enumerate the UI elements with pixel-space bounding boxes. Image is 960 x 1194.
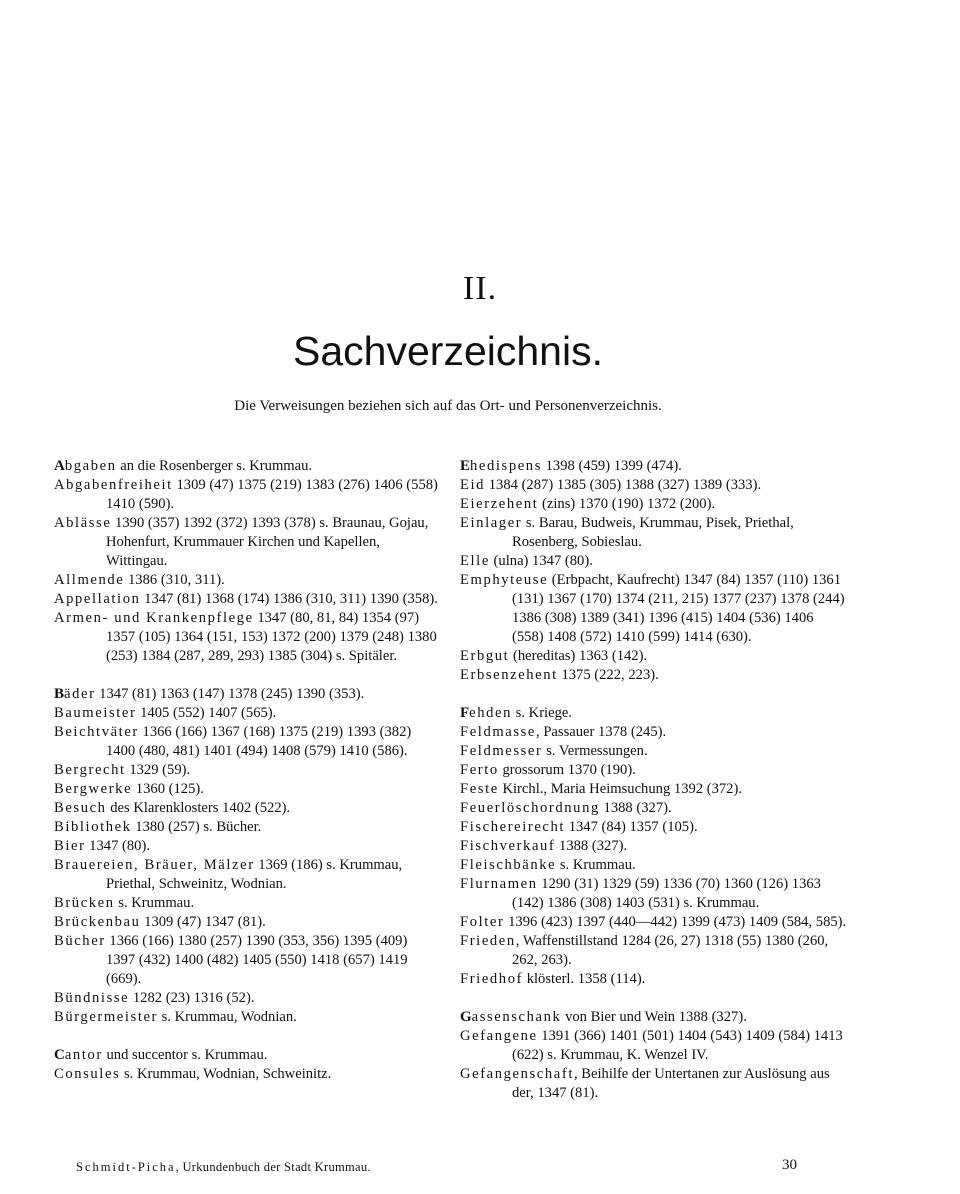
footer-author: Schmidt-Picha	[76, 1160, 176, 1174]
section-b	[54, 685, 440, 1027]
entry-text: 1347 (81) 1363 (147) 1378 (245) 1390 (353).	[95, 686, 365, 702]
entry-term: Bier	[54, 838, 86, 854]
index-entry	[460, 856, 848, 875]
entry-text: s. Barau, Budweis, Krummau, Pisek, Priethal, Rosenberg, Sobieslau.	[512, 515, 794, 550]
entry-text: klösterl. 1358 (114).	[523, 971, 646, 987]
entry-text: 1347 (84) 1357 (105).	[565, 819, 698, 835]
entry-initial: A	[54, 458, 65, 474]
entry-text: s. Krummau, Wodnian.	[158, 1009, 297, 1025]
entry-text: 1366 (166) 1367 (168) 1375 (219) 1393 (382) 1400 (480, 481) 1401 (494) 1408 (579) 1410 (586).	[106, 724, 412, 759]
entry-term: Brückenbau	[54, 914, 141, 930]
entry-term: Bibliothek	[54, 819, 132, 835]
index-entry	[54, 1008, 440, 1027]
entry-text: s. Krummau.	[114, 895, 195, 911]
entry-term: bgaben	[64, 458, 117, 474]
entry-text: grossorum 1370 (190).	[498, 762, 636, 778]
index-entry	[460, 723, 848, 742]
entry-term: Brücken	[54, 895, 115, 911]
entry-term: Gefangene	[460, 1028, 538, 1044]
entry-term: Fischverkauf	[460, 838, 556, 854]
entry-term: antor	[64, 1047, 103, 1063]
entry-term: Armen- und Krankenpflege	[54, 610, 254, 626]
index-entry	[460, 704, 848, 723]
index-entry	[460, 647, 848, 666]
index-entry	[460, 457, 848, 476]
index-entry	[54, 894, 440, 913]
entry-term: Feuerlöschordnung	[460, 800, 600, 816]
entry-text: von Bier und Wein 1388 (327).	[561, 1009, 747, 1025]
index-entry	[54, 571, 440, 590]
entry-term: Baumeister	[54, 705, 137, 721]
entry-text: 1309 (47) 1375 (219) 1383 (276) 1406 (558) 1410 (590).	[106, 477, 438, 512]
index-entry	[460, 875, 848, 913]
index-entry	[460, 818, 848, 837]
entry-term: Bergrecht	[54, 762, 126, 778]
index-entry	[460, 476, 848, 495]
entry-term: Frieden	[460, 933, 516, 949]
entry-text: 1388 (327).	[599, 800, 672, 816]
entry-term: Bündnisse	[54, 990, 130, 1006]
entry-term: Bürgermeister	[54, 1009, 159, 1025]
index-entry	[460, 1027, 848, 1065]
left-column	[54, 457, 440, 1084]
entry-text: 1282 (23) 1316 (52).	[129, 990, 255, 1006]
section-f	[460, 704, 848, 989]
section-e	[460, 457, 848, 685]
entry-term: Flurnamen	[460, 876, 538, 892]
entry-term: Friedhof	[460, 971, 524, 987]
index-entry	[54, 837, 440, 856]
entry-initial: B	[54, 686, 65, 702]
index-entry	[54, 761, 440, 780]
entry-term: Fleischbänke	[460, 857, 557, 873]
entry-term: Besuch	[54, 800, 107, 816]
entry-text: , Passauer 1378 (245).	[536, 724, 667, 740]
entry-term: ehden	[469, 705, 513, 721]
entry-term: assenschank	[471, 1009, 562, 1025]
index-entry	[460, 552, 848, 571]
entry-term: hedispens	[470, 458, 542, 474]
index-entry	[54, 590, 440, 609]
entry-term: Ferto	[460, 762, 499, 778]
entry-text: 1391 (366) 1401 (501) 1404 (543) 1409 (584) 1413 (622) s. Krummau, K. Wenzel IV.	[512, 1028, 843, 1063]
entry-text: (Erbpacht, Kaufrecht) 1347 (84) 1357 (110) 1361 (131) 1367 (170) 1374 (211, 215) 1377 (237) 1378 (244) 1386 (308) 1389 (341) 1396 (415) 1404 (536) 1406 (558) 1408 (572) 1410 (599) 1414 (630).	[512, 572, 845, 645]
entry-text: 1369 (186) s. Krummau, Priethal, Schweinitz, Wodnian.	[106, 857, 403, 892]
index-entry	[54, 818, 440, 837]
entry-term: Beichtväter	[54, 724, 139, 740]
chapter-number: II.	[462, 270, 498, 307]
source-footer	[76, 1160, 371, 1175]
entry-term: Feste	[460, 781, 499, 797]
entry-text: (hereditas) 1363 (142).	[509, 648, 648, 664]
entry-term: Eid	[460, 477, 486, 493]
index-entry	[460, 1008, 848, 1027]
section-g	[460, 1008, 848, 1103]
index-entry	[460, 742, 848, 761]
index-entry	[54, 476, 440, 514]
entry-text: 1375 (222, 223).	[557, 667, 659, 683]
index-entry	[54, 780, 440, 799]
index-entry	[460, 761, 848, 780]
entry-term: Consules	[54, 1066, 121, 1082]
page-subtitle: Die Verweisungen beziehen sich auf das Ort- und Personenverzeichnis.	[234, 398, 662, 414]
entry-term: Gefangenschaft	[460, 1066, 574, 1082]
entry-text: 1396 (423) 1397 (440—442) 1399 (473) 1409 (584, 585).	[504, 914, 847, 930]
entry-text: 1366 (166) 1380 (257) 1390 (353, 356) 1395 (409) 1397 (432) 1400 (482) 1405 (550) 1418 (657) 1419 (669).	[105, 933, 408, 987]
entry-term: Folter	[460, 914, 505, 930]
entry-text: 1388 (327).	[555, 838, 628, 854]
entry-text: 1360 (125).	[132, 781, 204, 797]
entry-term: Erbsenzehent	[460, 667, 558, 683]
entry-text: s. Vermessungen.	[542, 743, 648, 759]
entry-text: 1329 (59).	[125, 762, 191, 778]
index-entry	[460, 913, 848, 932]
entry-term: Emphyteuse	[460, 572, 549, 588]
entry-text: 1390 (357) 1392 (372) 1393 (378) s. Braunau, Gojau, Hohenfurt, Krummauer Kirchen und Kapellen, Wittingau.	[106, 515, 429, 569]
index-entry	[460, 1065, 848, 1103]
index-entry	[460, 514, 848, 552]
entry-term: Abgabenfreiheit	[54, 477, 173, 493]
entry-text: des Klarenklosters 1402 (522).	[106, 800, 291, 816]
entry-term: Allmende	[54, 572, 125, 588]
entry-text: (zins) 1370 (190) 1372 (200).	[538, 496, 716, 512]
index-entry	[460, 837, 848, 856]
index-entry	[54, 704, 440, 723]
entry-text: 1384 (287) 1385 (305) 1388 (327) 1389 (333).	[485, 477, 762, 493]
entry-text: an die Rosenberger s. Krummau.	[116, 458, 313, 474]
entry-term: Feldmesser	[460, 743, 543, 759]
section-a	[54, 457, 440, 666]
entry-text: 1309 (47) 1347 (81).	[140, 914, 266, 930]
right-column	[460, 457, 848, 1103]
entry-term: Einlager	[460, 515, 523, 531]
entry-text: , Beihilfe der Untertanen zur Auslösung aus der, 1347 (81).	[512, 1066, 830, 1101]
index-entry	[54, 932, 440, 989]
entry-text: 1290 (31) 1329 (59) 1336 (70) 1360 (126) 1363 (142) 1386 (308) 1403 (531) s. Krummau.	[512, 876, 821, 911]
entry-text: und succentor s. Krummau.	[102, 1047, 268, 1063]
entry-text: Kirchl., Maria Heimsuchung 1392 (372).	[498, 781, 742, 797]
index-entry	[54, 457, 440, 476]
section-c	[54, 1046, 440, 1084]
entry-text: , Waffenstillstand 1284 (26, 27) 1318 (55) 1380 (260, 262, 263).	[512, 933, 829, 968]
entry-text: 1386 (310, 311).	[124, 572, 225, 588]
index-entry	[54, 1046, 440, 1065]
page-number: 30	[782, 1157, 797, 1173]
entry-text: 1347 (80, 81, 84) 1354 (97) 1357 (105) 1364 (151, 153) 1372 (200) 1379 (248) 1380 (253) 1384 (287, 289, 293) 1385 (304) s. Spitäler.	[106, 610, 437, 664]
footer-title: , Urkundenbuch der Stadt Krummau.	[175, 1160, 371, 1174]
entry-term: Elle	[460, 553, 490, 569]
entry-text: 1405 (552) 1407 (565).	[136, 705, 277, 721]
entry-text: 1380 (257) s. Bücher.	[131, 819, 262, 835]
entry-term: Appellation	[54, 591, 141, 607]
entry-text: s. Krummau, Wodnian, Schweinitz.	[120, 1066, 332, 1082]
index-entry	[460, 970, 848, 989]
index-entry	[54, 609, 440, 666]
entry-text: s. Krummau.	[556, 857, 636, 873]
index-entry	[54, 989, 440, 1008]
entry-term: Ablässe	[54, 515, 112, 531]
entry-term: Fischereirecht	[460, 819, 566, 835]
index-entry	[54, 685, 440, 704]
index-entry	[54, 514, 440, 571]
index-entry	[460, 799, 848, 818]
entry-text: (ulna) 1347 (80).	[489, 553, 593, 569]
entry-initial: F	[460, 705, 470, 721]
entry-text: 1347 (80).	[85, 838, 150, 854]
page-title: Sachverzeichnis.	[293, 328, 603, 374]
index-entry	[54, 1065, 440, 1084]
entry-initial: C	[54, 1047, 65, 1063]
entry-term: Brauereien, Bräuer, Mälzer	[54, 857, 255, 873]
entry-text: 1347 (81) 1368 (174) 1386 (310, 311) 1390 (358).	[140, 591, 438, 607]
entry-text: s. Kriege.	[512, 705, 573, 721]
index-entry	[54, 799, 440, 818]
entry-initial: G	[460, 1009, 472, 1025]
index-entry	[54, 723, 440, 761]
entry-text: 1398 (459) 1399 (474).	[541, 458, 682, 474]
index-entry	[54, 856, 440, 894]
entry-term: Erbgut	[460, 648, 510, 664]
index-entry	[460, 780, 848, 799]
entry-initial: E	[460, 458, 471, 474]
index-entry	[460, 495, 848, 514]
entry-term: Bergwerke	[54, 781, 133, 797]
entry-term: Feldmasse	[460, 724, 537, 740]
entry-term: Eierzehent	[460, 496, 539, 512]
index-entry	[460, 932, 848, 970]
index-entry	[54, 913, 440, 932]
index-entry	[460, 571, 848, 647]
entry-term: Bücher	[54, 933, 106, 949]
entry-term: äder	[64, 686, 96, 702]
index-entry	[460, 666, 848, 685]
